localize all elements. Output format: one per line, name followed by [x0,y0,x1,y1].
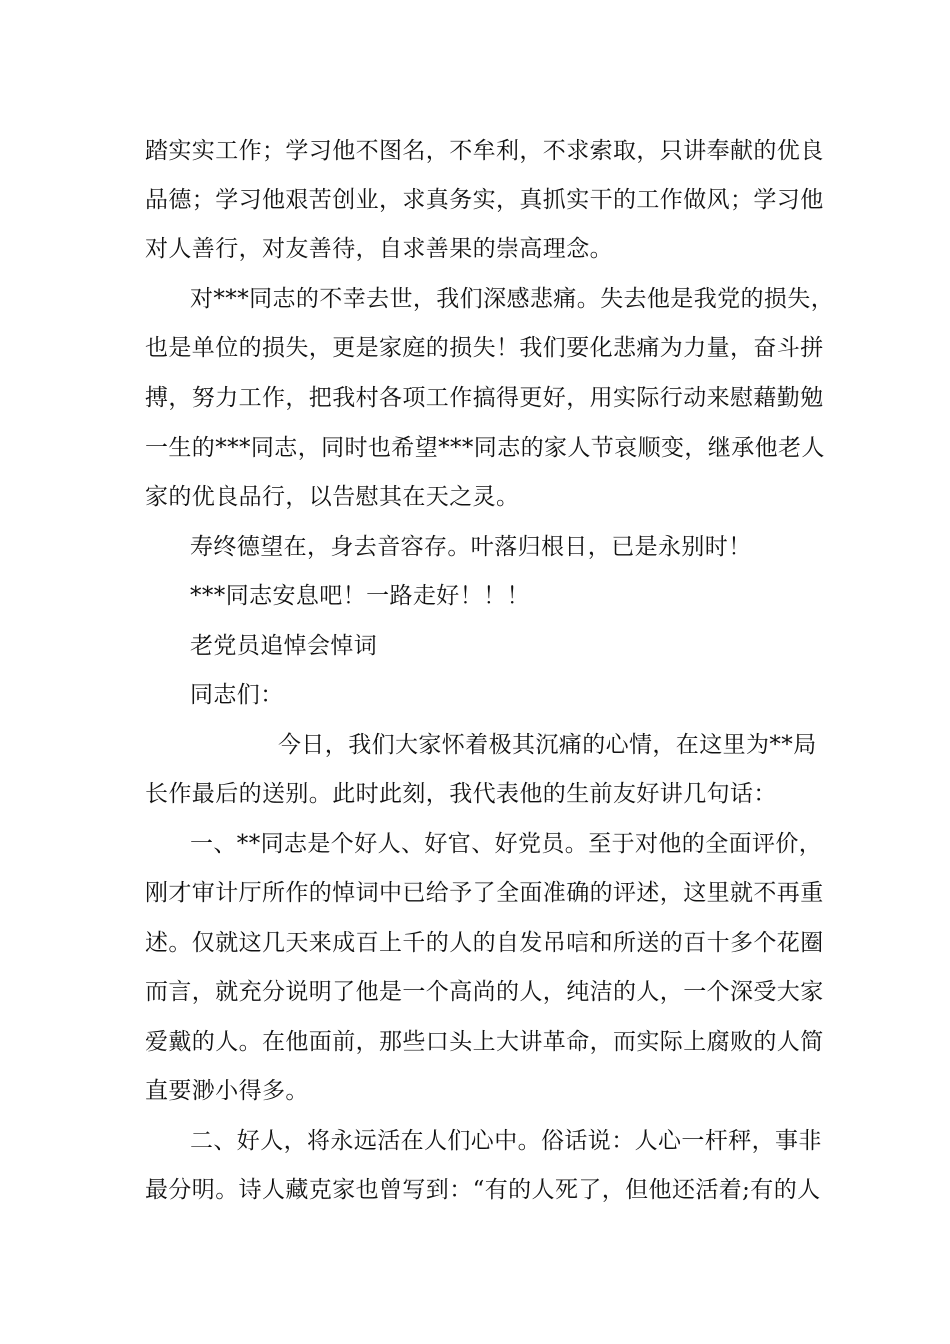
text-line: 一生的***同志，同时也希望***同志的家人节哀顺变，继承他老人 [145,435,825,461]
text-line: 对人善行，对友善待，自求善果的崇高理念。 [145,236,613,262]
text-line: 家的优良品行，以告慰其在天之灵。 [145,484,520,510]
text-line: 而言，就充分说明了他是一个高尚的人，纯洁的人，一个深受大家 [145,979,824,1005]
text-line: 一、**同志是个好人、好官、好党员。至于对他的全面评价， [190,831,823,857]
text-line: 搏，努力工作，把我村各项工作搞得更好，用实际行动来慰藉勤勉 [145,385,824,411]
text-line: 长作最后的送别。此时此刻，我代表他的生前友好讲几句话： [145,781,777,807]
text-line: 述。仅就这几天来成百上千的人的自发吊唁和所送的百十多个花圈 [145,930,824,956]
text-line: 寿终德望在，身去音容存。叶落归根日，已是永别时！ [190,534,752,560]
text-line: 对***同志的不幸去世，我们深感悲痛。失去他是我党的损失， [190,286,835,312]
text-line: 直要渺小得多。 [145,1078,309,1104]
text-line: 今日，我们大家怀着极其沉痛的心情，在这里为**局 [278,732,817,758]
text-line: 也是单位的损失，更是家庭的损失！我们要化悲痛为力量，奋斗拼 [145,335,824,361]
text-line: 踏实实工作；学习他不图名，不牟利，不求索取，只讲奉献的优良 [145,138,824,164]
text-line: 二、好人，将永远活在人们心中。俗话说：人心一杆秤，事非 [190,1128,822,1154]
text-line: ***同志安息吧！一路走好！！！ [190,583,530,609]
text-line: 刚才审计厅所作的悼词中已给予了全面准确的评述，这里就不再重 [145,880,824,906]
salutation: 同志们： [190,682,284,708]
text-line: 最分明。诗人藏克家也曾写到：“有的人死了，但他还活着;有的人 [145,1177,821,1203]
text-line: 爱戴的人。在他面前，那些口头上大讲革命，而实际上腐败的人简 [145,1029,824,1055]
text-line: 品德；学习他艰苦创业，求真务实，真抓实干的工作做风；学习他 [145,187,824,213]
section-title: 老党员追悼会悼词 [190,633,378,659]
